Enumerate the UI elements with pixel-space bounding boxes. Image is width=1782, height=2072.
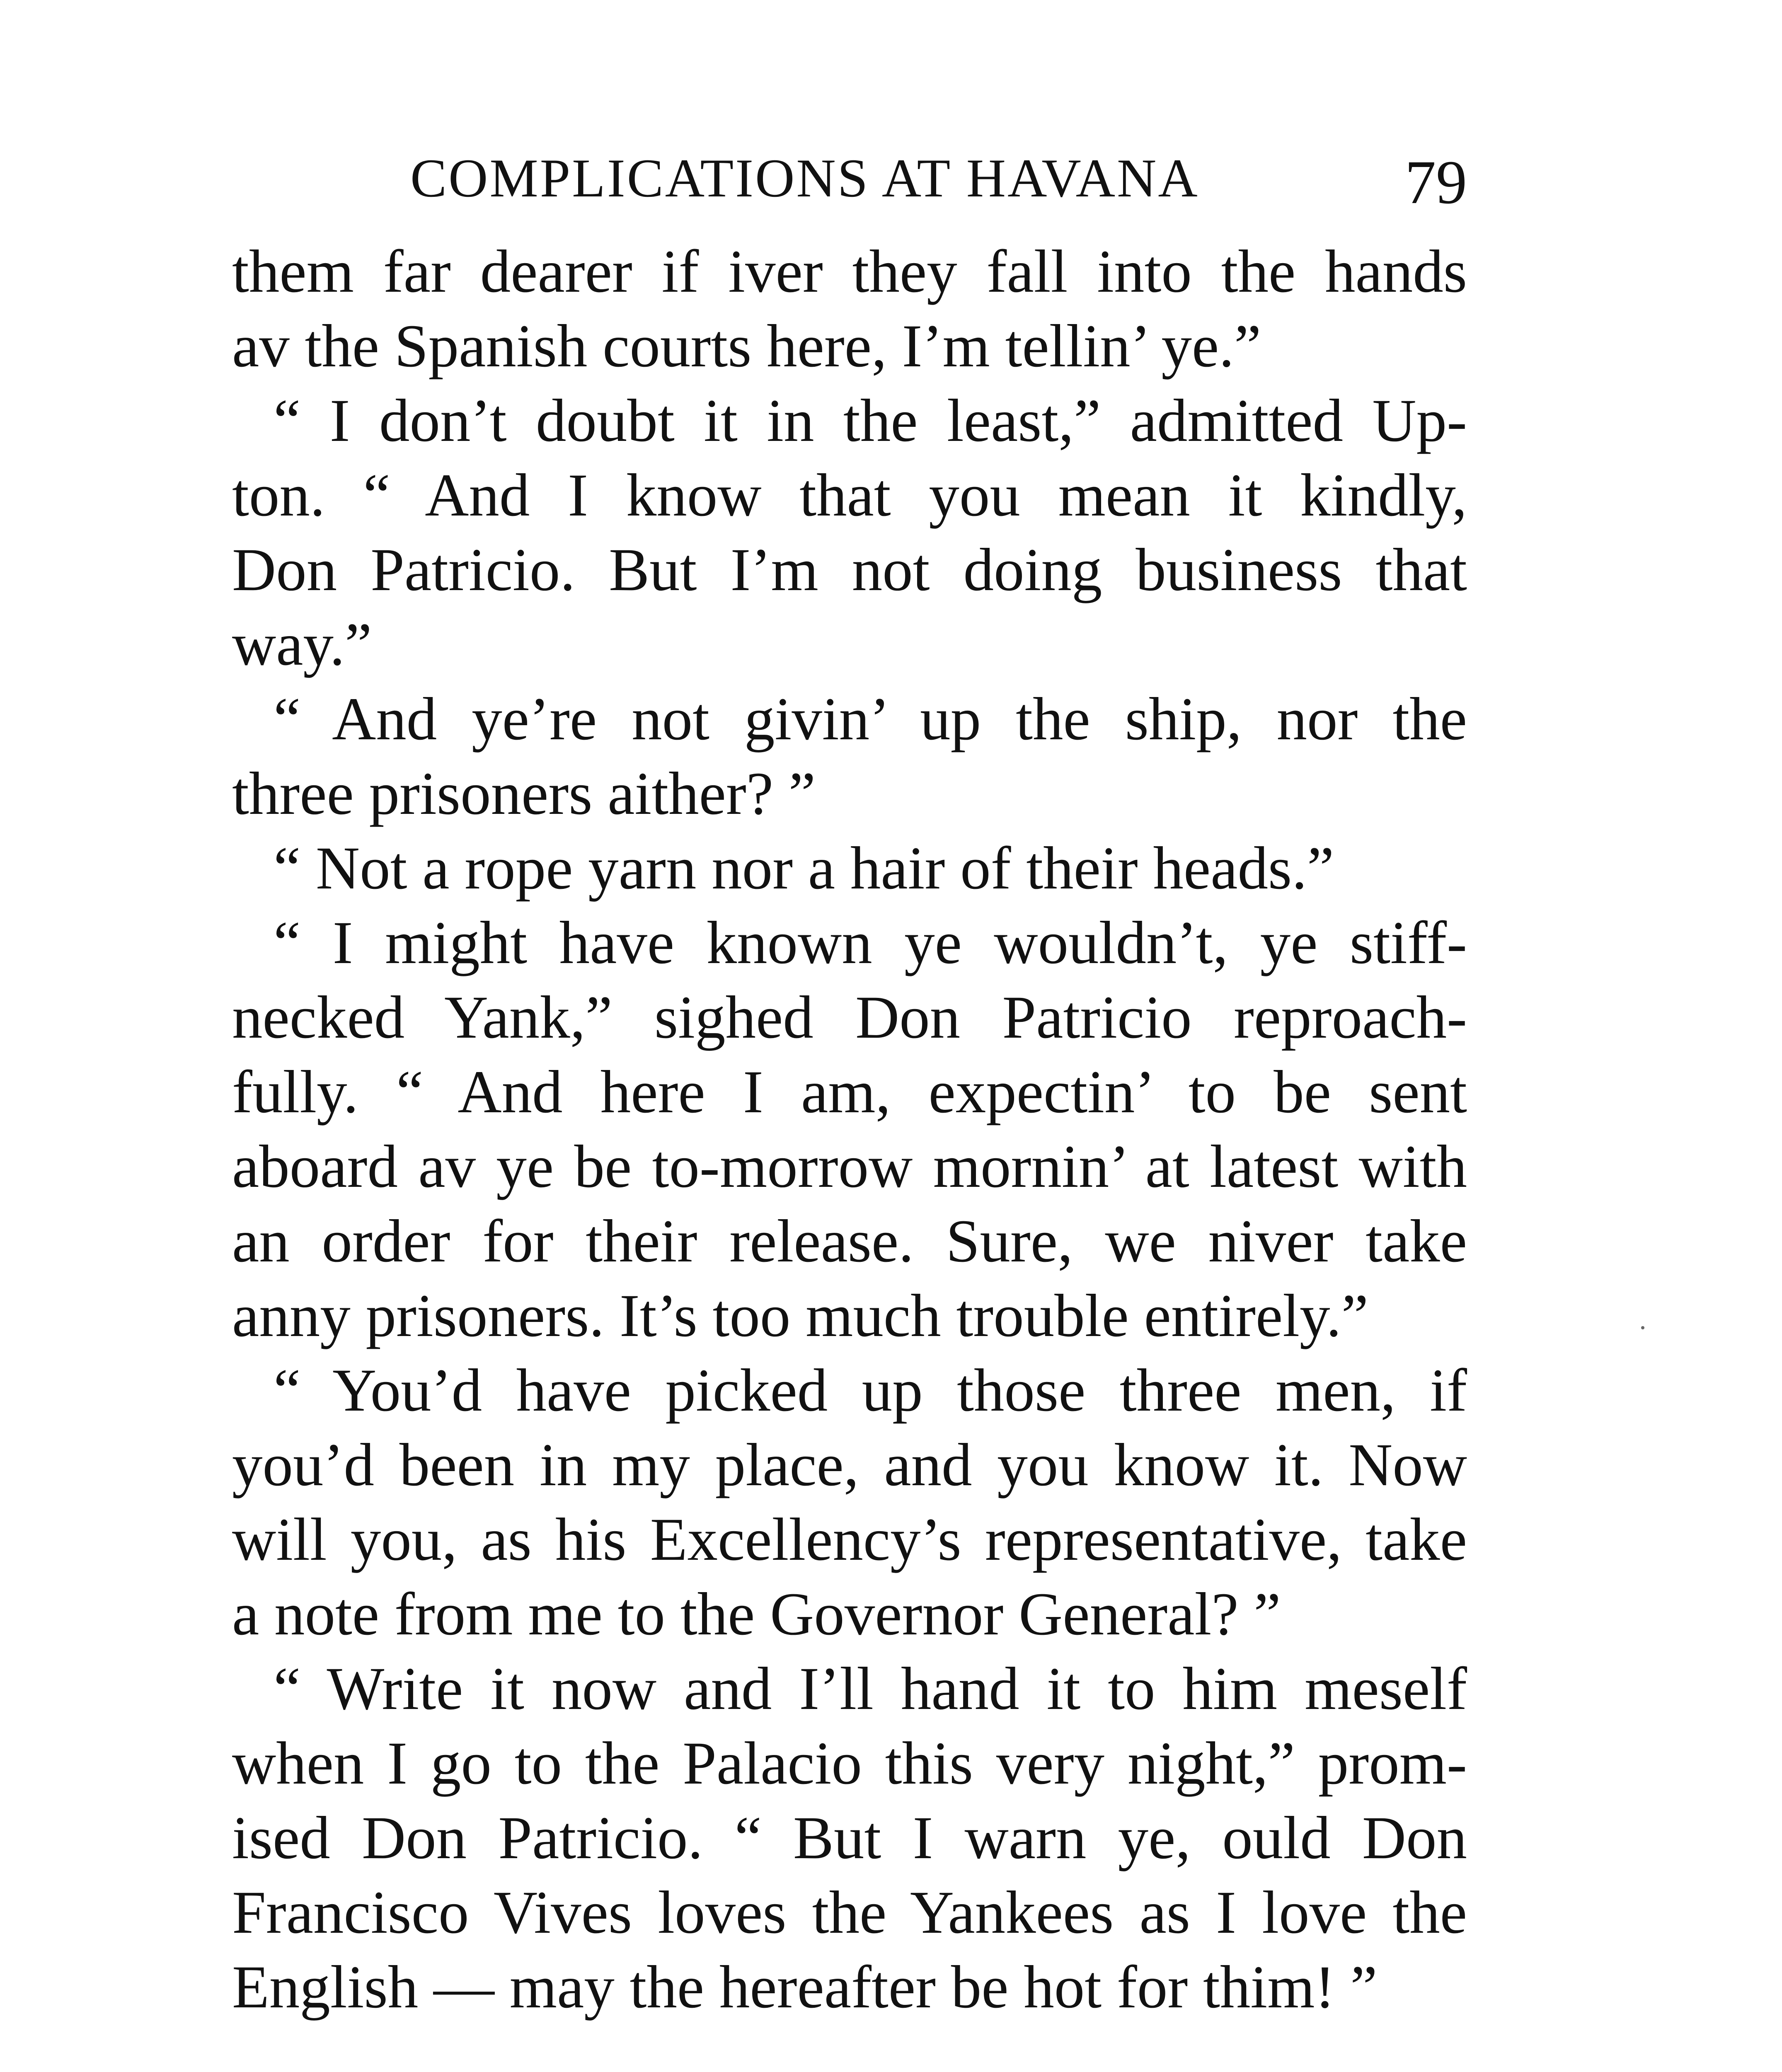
text-line: “ I might have known ye wouldn’t, ye stiff-: [274, 909, 1467, 976]
running-title: COMPLICATIONS AT HAVANA: [410, 148, 1199, 208]
text-line: way.”: [232, 610, 372, 678]
running-head: [232, 137, 1475, 220]
text-line: av the Spanish courts here, I’m tellin’ ye.”: [232, 312, 1261, 380]
text-line: Don Patricio. But I’m not doing business that: [232, 536, 1467, 603]
text-line: aboard av ye be to-morrow mornin’ at latest with: [232, 1133, 1467, 1200]
text-line: will you, as his Excellency’s representative, take: [232, 1506, 1467, 1573]
text-line: Francisco Vives loves the Yankees as I love the: [232, 1878, 1467, 1946]
text-line: ton. “ And I know that you mean it kindly,: [232, 461, 1467, 529]
text-line: an order for their release. Sure, we niver take: [232, 1207, 1467, 1275]
text-line: “ And ye’re not givin’ up the ship, nor the: [274, 685, 1467, 753]
text-line: English — may the hereafter be hot for thim! ”: [232, 1953, 1378, 2021]
text-line: ised Don Patricio. “ But I warn ye, ould Don: [232, 1804, 1467, 1871]
text-line: them far dearer if iver they fall into the hands: [232, 237, 1467, 305]
text-line: you’d been in my place, and you know it. Now: [232, 1431, 1467, 1498]
text-line: three prisoners aither? ”: [232, 760, 816, 827]
text-line: “ Write it now and I’ll hand it to him meself: [274, 1655, 1467, 1722]
text-line: fully. “ And here I am, expectin’ to be sent: [232, 1058, 1467, 1126]
scan-speck: [1641, 1326, 1644, 1329]
text-line: when I go to the Palacio this very night,” prom-: [232, 1729, 1467, 1797]
text-line: a note from me to the Governor General? ”: [232, 1580, 1281, 1648]
text-line: “ You’d have picked up those three men, if: [274, 1356, 1467, 1424]
page-number: 79: [1405, 148, 1467, 217]
text-line: anny prisoners. It’s too much trouble entirely.”: [232, 1282, 1368, 1349]
body-text: [232, 234, 1467, 2024]
text-line: “ I don’t doubt it in the least,” admitted Up-: [274, 387, 1467, 454]
text-line: “ Not a rope yarn nor a hair of their heads.”: [274, 834, 1334, 902]
text-line: necked Yank,” sighed Don Patricio reproach-: [232, 983, 1467, 1051]
